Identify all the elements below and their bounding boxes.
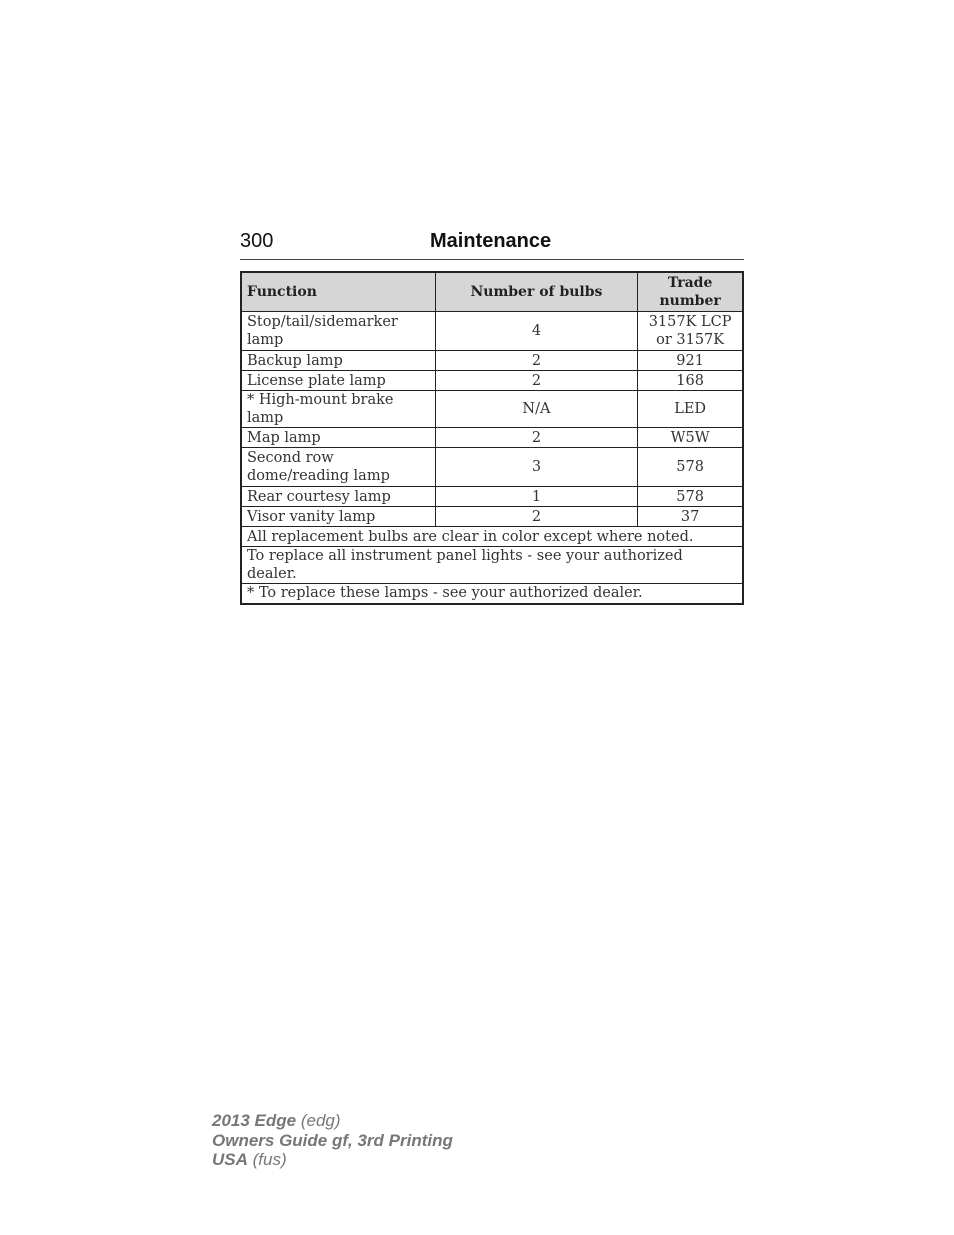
cell-function: Rear courtesy lamp <box>241 487 435 507</box>
table-row <box>241 487 743 507</box>
column-header-trade-number <box>638 272 743 312</box>
footer-market-code: (fus) <box>247 1150 287 1169</box>
cell-function: Stop/tail/sidemarker lamp <box>241 312 435 351</box>
document-footer <box>212 1111 453 1170</box>
cell-bulbs: 1 <box>435 487 638 507</box>
footer-line-3 <box>212 1150 453 1170</box>
footer-line-2 <box>212 1131 453 1151</box>
cell-trade: W5W <box>638 428 743 448</box>
cell-bulbs: 2 <box>435 428 638 448</box>
cell-trade-line2: or 3157K <box>656 332 725 348</box>
cell-function: License plate lamp <box>241 371 435 391</box>
cell-bulbs: N/A <box>435 391 638 428</box>
cell-bulbs: 2 <box>435 351 638 371</box>
cell-trade: 921 <box>638 351 743 371</box>
cell-trade: 168 <box>638 371 743 391</box>
cell-trade: 578 <box>638 487 743 507</box>
footer-model: 2013 Edge <box>212 1111 297 1130</box>
cell-trade: 37 <box>638 507 743 527</box>
cell-function: Visor vanity lamp <box>241 507 435 527</box>
column-header-number-of-bulbs: Number of bulbs <box>435 272 638 312</box>
table-row <box>241 371 743 391</box>
cell-bulbs: 2 <box>435 507 638 527</box>
table-note-row <box>241 584 743 604</box>
page-number: 300 <box>240 230 274 252</box>
section-title: Maintenance <box>430 230 552 252</box>
cell-trade-line1: 3157K LCP <box>648 314 732 330</box>
cell-bulbs: 3 <box>435 448 638 487</box>
cell-function: Backup lamp <box>241 351 435 371</box>
page-header <box>240 229 744 260</box>
table-header-row <box>241 272 743 312</box>
footer-market: USA <box>212 1150 248 1169</box>
note-instrument-panel: To replace all instrument panel lights - see your authorized dealer. <box>241 547 743 584</box>
footer-model-code: (edg) <box>296 1111 341 1130</box>
table-row <box>241 391 743 428</box>
bulb-table <box>240 271 744 605</box>
column-header-function: Function <box>241 272 435 312</box>
trade-header-text: Trade number <box>659 275 721 309</box>
table-note-row <box>241 547 743 584</box>
cell-function: * High-mount brake lamp <box>241 391 435 428</box>
cell-function: Map lamp <box>241 428 435 448</box>
cell-function: Second row dome/reading lamp <box>241 448 435 487</box>
cell-trade: LED <box>638 391 743 428</box>
cell-bulbs: 4 <box>435 312 638 351</box>
table-row <box>241 428 743 448</box>
cell-trade: 578 <box>638 448 743 487</box>
table-row <box>241 507 743 527</box>
table-note-row <box>241 527 743 547</box>
note-clear-bulbs: All replacement bulbs are clear in color except where noted. <box>241 527 743 547</box>
table-row <box>241 448 743 487</box>
note-see-dealer: * To replace these lamps - see your authorized dealer. <box>241 584 743 604</box>
cell-trade <box>638 312 743 351</box>
footer-guide: Owners Guide gf, 3rd Printing <box>212 1130 453 1150</box>
table-row <box>241 312 743 351</box>
footer-line-1 <box>212 1111 453 1131</box>
cell-bulbs: 2 <box>435 371 638 391</box>
table-row <box>241 351 743 371</box>
